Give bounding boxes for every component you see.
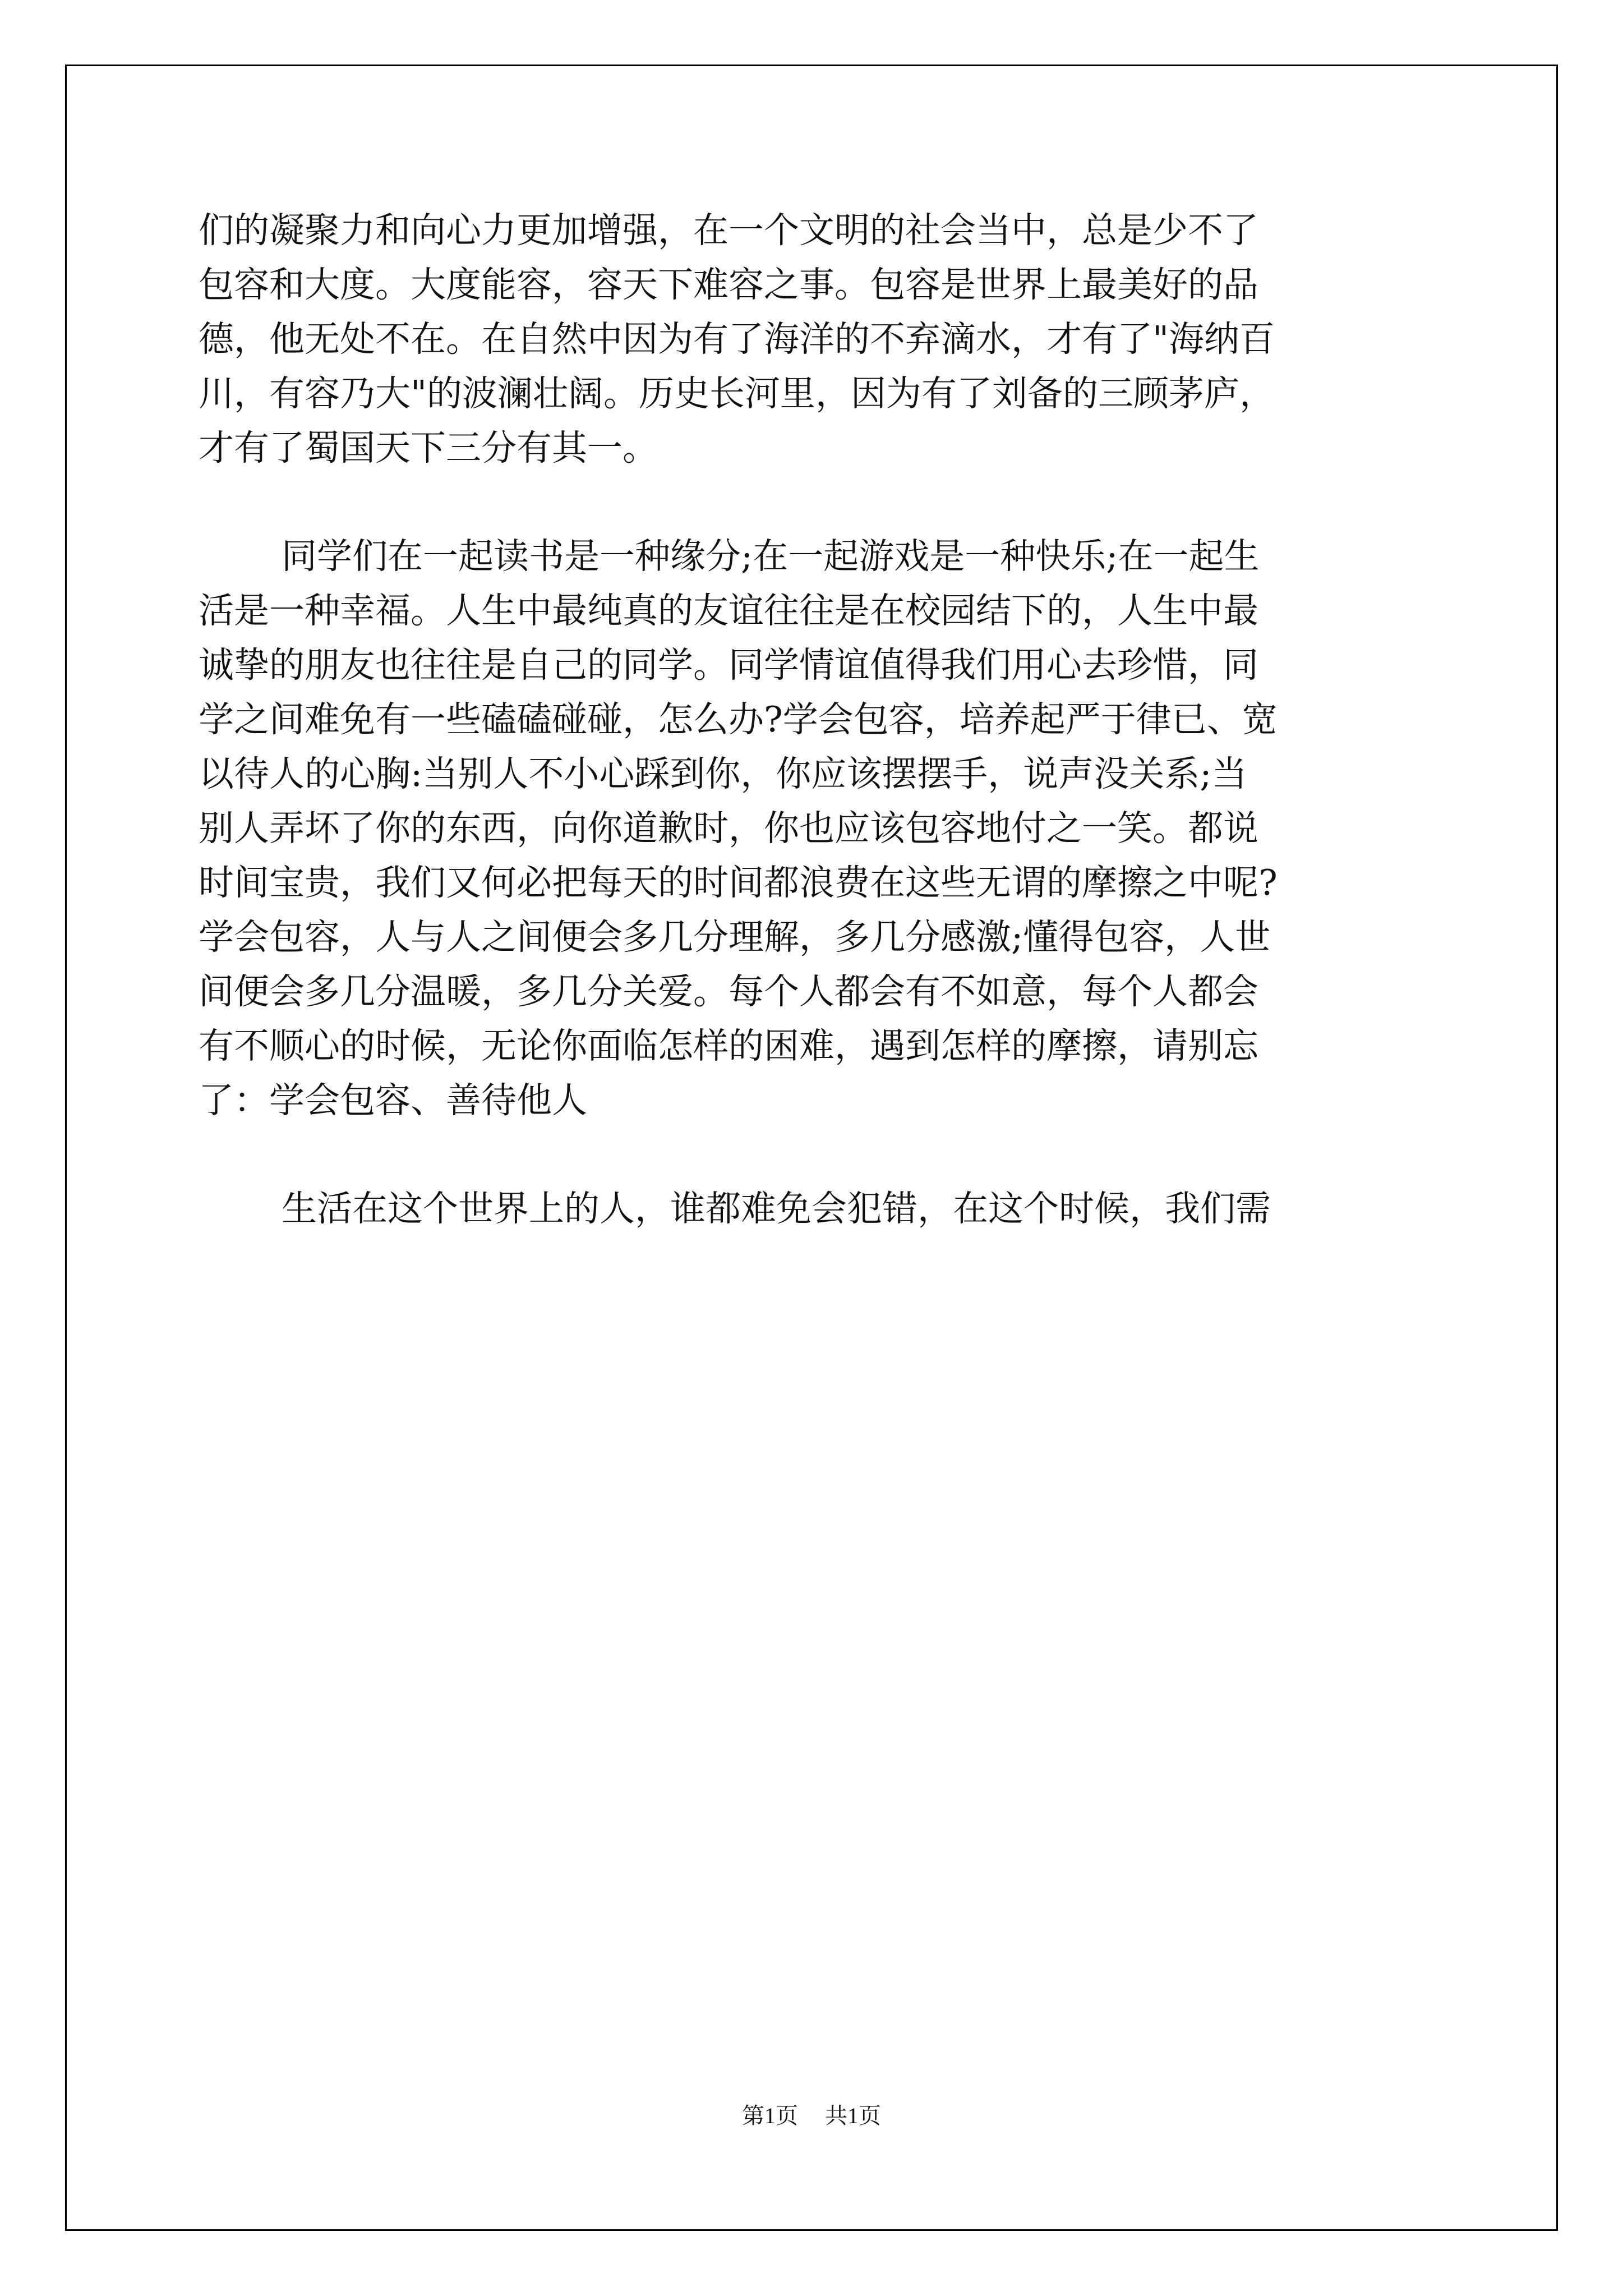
text-line: 有不顺心的时候，无论你面临怎样的困难，遇到怎样的摩擦，请别忘 (199, 1025, 1258, 1066)
text-line: 们的凝聚力和向心力更加增强，在一个文明的社会当中，总是少不了 (199, 210, 1258, 251)
text-line: 活是一种幸福。人生中最纯真的友谊往往是在校园结下的，人生中最 (199, 590, 1258, 631)
paragraph-spacer (199, 475, 1435, 529)
text-line: 时间宝贵，我们又何必把每天的时间都浪费在这些无谓的摩擦之中呢? (199, 862, 1278, 903)
text-line: 别人弄坏了你的东西，向你道歉时，你也应该包容地付之一笑。都说 (199, 808, 1258, 849)
text-line: 川，有容乃大"的波澜壮阔。历史长河里，因为有了刘备的三顾茅庐， (199, 373, 1275, 414)
text-line: 才有了蜀国天下三分有其一。 (199, 427, 658, 468)
page-footer (0, 2098, 1623, 2130)
text-line: 包容和大度。大度能容，容天下难容之事。包容是世界上最美好的品 (199, 264, 1258, 305)
document-body (199, 203, 1435, 1236)
text-line: 同学们在一起读书是一种缘分;在一起游戏是一种快乐;在一起生 (282, 536, 1260, 577)
page-number: 第1页 (742, 2103, 798, 2128)
text-line: 诚挚的朋友也往往是自己的同学。同学情谊值得我们用心去珍惜，同 (199, 645, 1258, 685)
text-line: 德，他无处不在。在自然中因为有了海洋的不弃滴水，才有了"海纳百 (199, 319, 1275, 360)
paragraph (199, 1181, 1435, 1236)
paragraph (199, 529, 1435, 1128)
paragraph-spacer (199, 1128, 1435, 1181)
text-line: 间便会多几分温暖，多几分关爱。每个人都会有不如意，每个人都会 (199, 971, 1258, 1012)
text-line: 生活在这个世界上的人，谁都难免会犯错，在这个时候，我们需 (282, 1188, 1271, 1229)
text-line: 了：学会包容、善待他人 (199, 1080, 587, 1121)
text-line: 学会包容，人与人之间便会多几分理解，多几分感激;懂得包容，人世 (199, 917, 1271, 958)
paragraph (199, 203, 1435, 475)
text-line: 以待人的心胸:当别人不小心踩到你，你应该摆摆手，说声没关系;当 (199, 753, 1247, 794)
page-total: 共1页 (825, 2103, 881, 2128)
text-line: 学之间难免有一些磕磕碰碰，怎么办?学会包容，培养起严于律已、宽 (199, 699, 1278, 740)
